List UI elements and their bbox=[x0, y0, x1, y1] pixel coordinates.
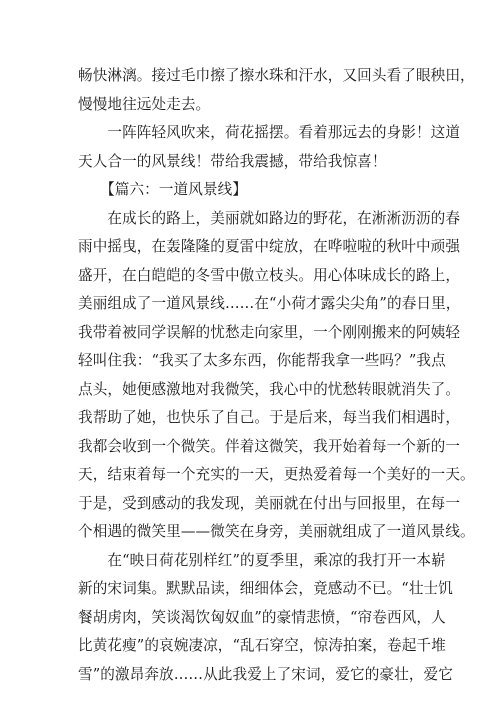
text-line: 一阵阵轻风吹来，荷花摇摆。看着那远去的身影！这道 bbox=[78, 124, 461, 141]
text-line: 我带着被同学误解的忧愁走向家里，一个刚刚搬来的阿姨轻 bbox=[78, 324, 461, 341]
text-line: 天，结束着每一个充实的一天，更热爱着每一个美好的一天。 bbox=[78, 466, 475, 483]
text-line: 雪”的激昂奔放……从此我爱上了宋词，爱它的豪壮，爱它 bbox=[78, 666, 453, 683]
text-line: 慢慢地往远处走去。 bbox=[78, 96, 211, 113]
text-line: 我都会收到一个微笑。伴着这微笑，我开始着每一个新的一 bbox=[78, 438, 461, 455]
text-line: 天人合一的风景线！带给我震撼，带给我惊喜！ bbox=[78, 153, 387, 170]
text-line: 比黄花瘦”的哀婉凄凉，“乱石穿空，惊涛拍案，卷起千堆 bbox=[78, 637, 446, 654]
text-line: 美丽组成了一道风景线……在“小荷才露尖尖角”的春日里， bbox=[78, 295, 461, 312]
text-line: 盛开，在白皑皑的冬雪中傲立枝头。用心体味成长的路上， bbox=[78, 267, 461, 284]
text-line: 在成长的路上，美丽就如路边的野花，在淅淅沥沥的春 bbox=[78, 210, 461, 227]
text-line: 于是，受到感动的我发现，美丽就在付出与回报里，在每一 bbox=[78, 495, 461, 512]
text-line: 新的宋词集。默默品读，细细体会，竟感动不已。“壮士饥 bbox=[78, 580, 453, 597]
text-line: 餐胡虏肉，笑谈渴饮匈奴血”的豪情悲愤，“帘卷西风，人 bbox=[78, 609, 446, 626]
text-line: 个相遇的微笑里——微笑在身旁，美丽就组成了一道风景线。 bbox=[78, 523, 475, 540]
text-line: 点头，她便感激地对我微笑，我心中的忧愁转眼就消失了。 bbox=[78, 381, 461, 398]
text-line: 在“映日荷花别样红”的夏季里，乘凉的我打开一本崭 bbox=[78, 552, 446, 569]
text-line: 轻叫住我：“我买了太多东西，你能帮我拿一些吗？”我点 bbox=[78, 352, 446, 369]
section-heading: 【篇六：一道风景线】 bbox=[78, 181, 248, 198]
text-line: 我帮助了她，也快乐了自己。于是后来，每当我们相遇时， bbox=[78, 409, 461, 426]
text-line: 畅快淋漓。接过毛巾擦了擦水珠和汗水，又回头看了眼秧田， bbox=[78, 67, 475, 84]
text-line: 雨中摇曳，在轰隆隆的夏雷中绽放，在哗啦啦的秋叶中顽强 bbox=[78, 238, 461, 255]
